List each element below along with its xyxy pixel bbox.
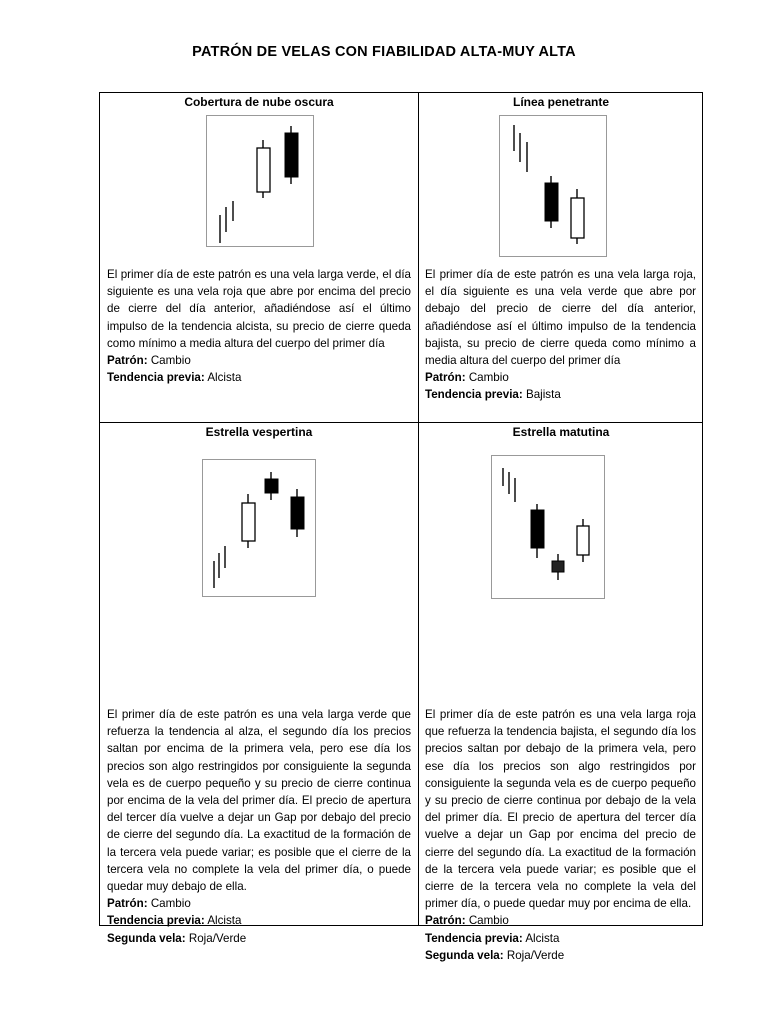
trend-line: [107, 369, 411, 386]
morning-star-diagram: [492, 456, 604, 598]
cell-description: [425, 266, 696, 404]
pattern-cell-piercing-line: [419, 93, 703, 422]
cell-title: Línea penetrante: [512, 95, 610, 109]
trend-label: Tendencia previa:: [425, 388, 523, 402]
second-candle-value: Roja/Verde: [506, 948, 565, 962]
description-text: El primer día de este patrón es una vela larga roja que refuerza la tendencia bajista, el segundo día los precios saltan por debajo de la primera vela, pero ese día los precios son algo restringidos por consiguiente la segunda vela es de cuerpo pequeño y su precio de cierre continua por debajo de la vela del primer día. El precio de apertura del tercer día vuelve a dejar un Gap por encima del precio de cierre del segundo día. La exactitud de la formación de la tercera vela puede variar; es posible que el cierre de la tercera vela no complete la vela del primer día, o puede quedar muy por encima de ella.: [425, 708, 696, 911]
second-candle-line: [425, 947, 696, 964]
cell-description: [107, 706, 411, 947]
page-title: PATRÓN DE VELAS CON FIABILIDAD ALTA-MUY ALTA: [192, 44, 576, 60]
pattern-cell-evening-star: [100, 423, 418, 945]
cell-title: Cobertura de nube oscura: [184, 95, 334, 109]
pattern-label: Patrón:: [107, 354, 148, 368]
description-text: El primer día de este patrón es una vela larga verde, el día siguiente es una vela roja que abre por encima del precio de cierre del día anterior, añadiéndose así el último impulso de la tendencia alcista, su precio de cierre queda como mínimo a media altura del cuerpo del primer día: [107, 268, 411, 350]
second-candle-label: Segunda vela:: [425, 948, 504, 962]
pattern-line: [107, 352, 411, 369]
piercing-line-diagram: [500, 116, 606, 256]
patterns-table: [99, 92, 703, 962]
pattern-label: Patrón:: [425, 371, 466, 385]
pattern-cell-dark-cloud: [100, 93, 418, 422]
description-text: El primer día de este patrón es una vela larga verde que refuerza la tendencia al alza, el segundo día los precios saltan por encima de la primera vela, pero ese día los precios son algo restringidos por consiguiente la segunda vela es de cuerpo pequeño y su precio de cierre continua por encima de la vela del primer día. El precio de apertura del tercer día vuelve a dejar un Gap por debajo del precio de cierre del segundo día. La exactitud de la formación de la tercera vela puede variar; es posible que el cierre de la tercera vela no complete la vela del primer día, o puede quedar muy debajo de ella.: [107, 708, 411, 894]
candlestick-figure: [206, 115, 314, 247]
cell-description: [107, 266, 411, 386]
trend-value: Alcista: [207, 371, 242, 385]
second-candle-value: Roja/Verde: [188, 931, 247, 945]
pattern-line: [425, 912, 696, 929]
trend-line: [425, 386, 696, 403]
description-text: El primer día de este patrón es una vela larga roja, el día siguiente es una vela verde que abre por debajo del precio de cierre del día anterior, añadiéndose así el último impulso de la tendencia bajista, su precio de cierre queda como mínimo a media altura del cuerpo del primer día: [425, 268, 696, 368]
trend-value: Alcista: [207, 914, 242, 928]
pattern-value: Cambio: [150, 354, 191, 368]
pattern-cell-morning-star: [419, 423, 703, 962]
trend-line: [107, 912, 411, 929]
pattern-line: [425, 369, 696, 386]
trend-label: Tendencia previa:: [107, 371, 205, 385]
candlestick-figure: [491, 455, 605, 599]
second-candle-label: Segunda vela:: [107, 931, 186, 945]
candlestick-figure: [499, 115, 607, 257]
cell-title: Estrella vespertina: [205, 425, 313, 439]
dark-cloud-cover-diagram: [207, 116, 313, 246]
candlestick-figure: [202, 459, 316, 597]
pattern-line: [107, 895, 411, 912]
pattern-label: Patrón:: [425, 914, 466, 928]
pattern-label: Patrón:: [107, 897, 148, 911]
cell-description: [425, 706, 696, 964]
trend-value: Bajista: [525, 388, 561, 402]
pattern-value: Cambio: [150, 897, 191, 911]
second-candle-line: [107, 930, 411, 947]
evening-star-diagram: [203, 460, 315, 596]
trend-line: [425, 930, 696, 947]
trend-label: Tendencia previa:: [107, 914, 205, 928]
pattern-value: Cambio: [468, 371, 509, 385]
pattern-value: Cambio: [468, 914, 509, 928]
trend-value: Alcista: [525, 931, 560, 945]
trend-label: Tendencia previa:: [425, 931, 523, 945]
cell-title: Estrella matutina: [512, 425, 610, 439]
